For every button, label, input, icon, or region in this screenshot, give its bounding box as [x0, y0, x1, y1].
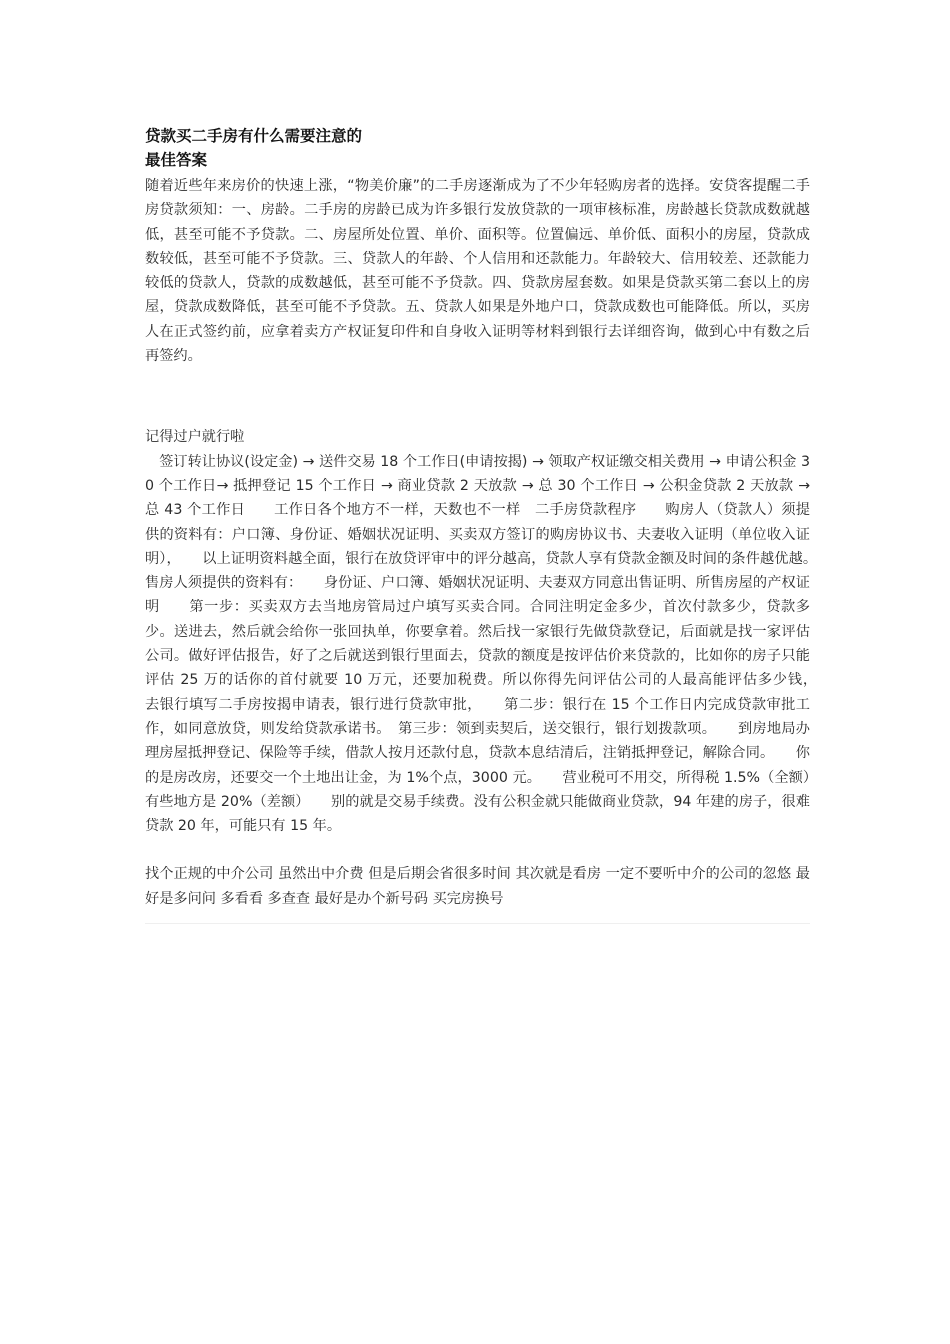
- answer-2-text: 签订转让协议(设定金) → 送件交易 18 个工作日(申请按揭) → 领取产权证缴交相关费用 → 申请公积金 30 个工作日→ 抵押登记 15 个工作日 → 商业贷款 2 天放款 → 总 30 个工作日 → 公积金贷款 2 天放款 → 总 43 个工作日 工作日各个地方不一样，天数也不一样 二手房贷款程序 购房人（贷款人）须提供的资料有：户口簿、身份证、婚姻状况证明、买卖双方签订的购房协议书、夫妻收入证明（单位收入证明）， 以上证明资料越全面，银行在放贷评审中的评分越高，贷款人享有贷款金额及时间的条件越优越。 售房人须提供的资料有： 身份证、户口簿、婚姻状况证明、夫妻双方同意出售证明、所售房屋的产权证明 第一步：买卖双方去当地房管局过户填写买卖合同。合同注明定金多少，首次付款多少，贷款多 少。送进去，然后就会给你一张回执单，你要拿着。然后找一家银行先做贷款登记，后面就是找一家评估公司。做好评估报告，好了之后就送到银行里面去，贷款的额度是按评估价来贷款的，比如你的房子只能评估 25 万的话你的首付就要 10 万元，还要加税费。所以你得先问评估公司的人最高能评估多少钱， 去银行填写二手房按揭申请表，银行进行贷款审批， 第二步：银行在 15 个工作日内完成贷款审批工作，如同意放贷，则发给贷款承诺书。 第三步：领到卖契后，送交银行，银行划拨款项。 到房地局办理房屋抵押登记、保险等手续，借款人按月还款付息，贷款本息结清后，注销抵押登记，解除合同。 你的是房改房，还要交一个土地出让金，为 1%个点，3000 元。 营业税可不用交，所得税 1.5%（全额）有些地方是 20%（差额） 别的就是交易手续费。没有公积金就只能做商业贷款，94 年建的房子，很难贷款 20 年，可能只有 15 年。: [145, 453, 839, 835]
- best-answer-text: 随着近些年来房价的快速上涨，“物美价廉”的二手房逐渐成为了不少年轻购房者的选择。安贷客提醒二手房贷款须知：一、房龄。二手房的房龄已成为许多银行发放贷款的一项审核标准，房龄越长贷款成数就越低，甚至可能不予贷款。二、房屋所处位置、单价、面积等。位置偏远、单价低、面积小的房屋，贷款成数较低，甚至可能不予贷款。三、贷款人的年龄、个人信用和还款能力。年龄较大、信用较差、还款能力较低的贷款人，贷款的成数越低，甚至可能不予贷款。四、贷款房屋套数。如果是贷款买第二套以上的房屋，贷款成数降低，甚至可能不予贷款。五、贷款人如果是外地户口，贷款成数也可能降低。所以，买房人在正式签约前，应拿着卖方产权证复印件和自身收入证明等材料到银行去详细咨询，做到心中有数之后再签约。: [145, 178, 810, 365]
- answer-2-lead: 记得过户就行啦: [145, 429, 245, 446]
- divider: [145, 923, 810, 924]
- best-answer-label: 最佳答案: [145, 151, 208, 169]
- answer-2: [145, 425, 839, 838]
- question-title: 贷款买二手房有什么需要注意的: [145, 127, 363, 145]
- answer-3-text: 找个正规的中介公司 虽然出中介费 但是后期会省很多时间 其次就是看房 一定不要听中介的公司的忽悠 最好是多问问 多看看 多查查 最好是办个新号码 买完房换号: [145, 866, 810, 907]
- qa-content: [145, 124, 839, 924]
